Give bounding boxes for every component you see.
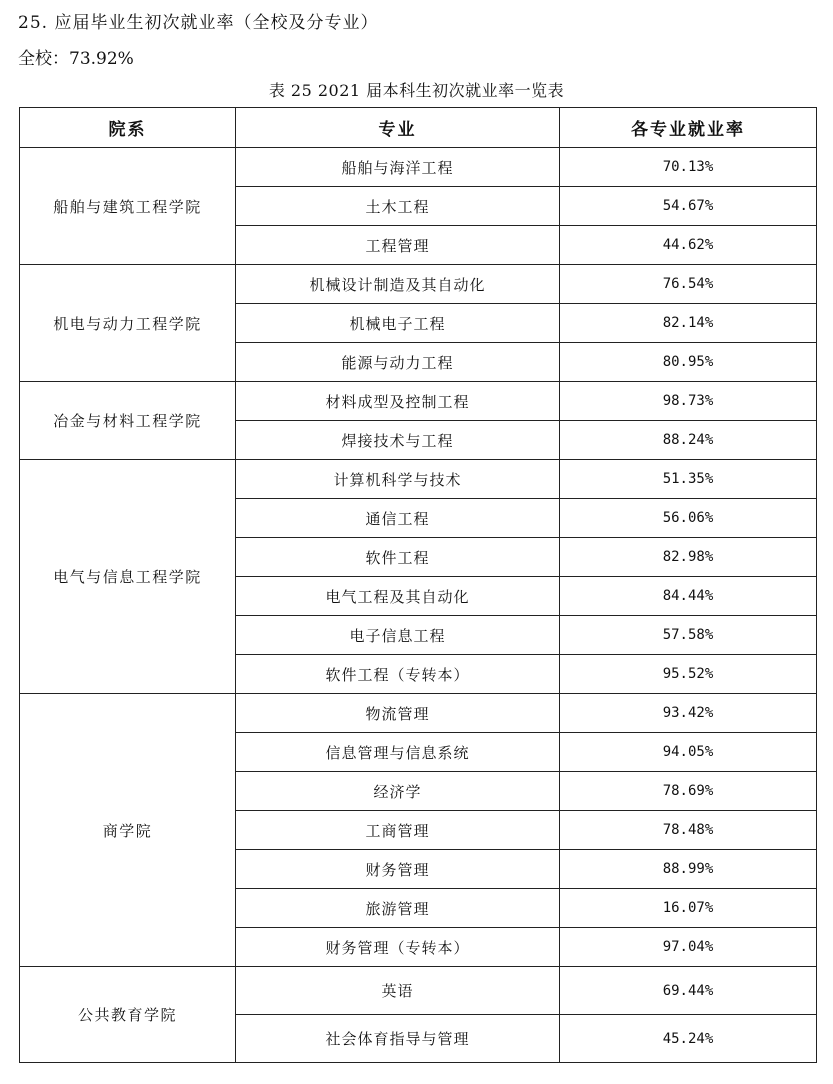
rate-cell: 70.13% — [560, 148, 817, 187]
major-cell: 焊接技术与工程 — [236, 421, 560, 460]
rate-cell: 69.44% — [560, 967, 817, 1015]
major-cell: 财务管理（专转本） — [236, 928, 560, 967]
table-body — [20, 148, 817, 1063]
table-row — [20, 265, 817, 304]
college-cell: 机电与动力工程学院 — [20, 265, 236, 382]
major-cell: 通信工程 — [236, 499, 560, 538]
rate-cell: 94.05% — [560, 733, 817, 772]
college-cell: 船舶与建筑工程学院 — [20, 148, 236, 265]
college-cell: 电气与信息工程学院 — [20, 460, 236, 694]
major-cell: 能源与动力工程 — [236, 343, 560, 382]
major-cell: 土木工程 — [236, 187, 560, 226]
table-row — [20, 382, 817, 421]
rate-cell: 44.62% — [560, 226, 817, 265]
rate-cell: 93.42% — [560, 694, 817, 733]
rate-cell: 16.07% — [560, 889, 817, 928]
major-cell: 机械电子工程 — [236, 304, 560, 343]
rate-cell: 84.44% — [560, 577, 817, 616]
section-heading: 25. 应届毕业生初次就业率（全校及分专业） — [18, 13, 379, 33]
major-cell: 社会体育指导与管理 — [236, 1015, 560, 1063]
major-cell: 计算机科学与技术 — [236, 460, 560, 499]
rate-cell: 51.35% — [560, 460, 817, 499]
rate-cell: 56.06% — [560, 499, 817, 538]
table-header-row — [20, 108, 817, 148]
rate-cell: 78.69% — [560, 772, 817, 811]
rate-cell: 78.48% — [560, 811, 817, 850]
rate-cell: 98.73% — [560, 382, 817, 421]
rate-cell: 54.67% — [560, 187, 817, 226]
rate-cell: 45.24% — [560, 1015, 817, 1063]
rate-cell: 95.52% — [560, 655, 817, 694]
rate-cell: 76.54% — [560, 265, 817, 304]
employment-rate-table — [19, 107, 817, 1063]
rate-cell: 80.95% — [560, 343, 817, 382]
major-cell: 财务管理 — [236, 850, 560, 889]
major-cell: 物流管理 — [236, 694, 560, 733]
major-cell: 工商管理 — [236, 811, 560, 850]
major-cell: 工程管理 — [236, 226, 560, 265]
major-cell: 信息管理与信息系统 — [236, 733, 560, 772]
rate-cell: 97.04% — [560, 928, 817, 967]
rate-cell: 82.14% — [560, 304, 817, 343]
major-cell: 软件工程（专转本） — [236, 655, 560, 694]
header-rate: 各专业就业率 — [560, 108, 817, 148]
overall-employment-rate: 全校：73.92% — [18, 49, 134, 69]
table-caption: 表 25 2021 届本科生初次就业率一览表 — [268, 81, 565, 100]
table-row — [20, 460, 817, 499]
rate-cell: 88.99% — [560, 850, 817, 889]
major-cell: 旅游管理 — [236, 889, 560, 928]
major-cell: 经济学 — [236, 772, 560, 811]
major-cell: 电气工程及其自动化 — [236, 577, 560, 616]
college-cell: 商学院 — [20, 694, 236, 967]
college-cell: 冶金与材料工程学院 — [20, 382, 236, 460]
major-cell: 船舶与海洋工程 — [236, 148, 560, 187]
major-cell: 材料成型及控制工程 — [236, 382, 560, 421]
header-major: 专业 — [236, 108, 560, 148]
rate-cell: 82.98% — [560, 538, 817, 577]
table-row — [20, 694, 817, 733]
header-college: 院系 — [20, 108, 236, 148]
table-row — [20, 967, 817, 1015]
table-row — [20, 148, 817, 187]
college-cell: 公共教育学院 — [20, 967, 236, 1063]
rate-cell: 88.24% — [560, 421, 817, 460]
major-cell: 电子信息工程 — [236, 616, 560, 655]
major-cell: 机械设计制造及其自动化 — [236, 265, 560, 304]
rate-cell: 57.58% — [560, 616, 817, 655]
major-cell: 软件工程 — [236, 538, 560, 577]
major-cell: 英语 — [236, 967, 560, 1015]
